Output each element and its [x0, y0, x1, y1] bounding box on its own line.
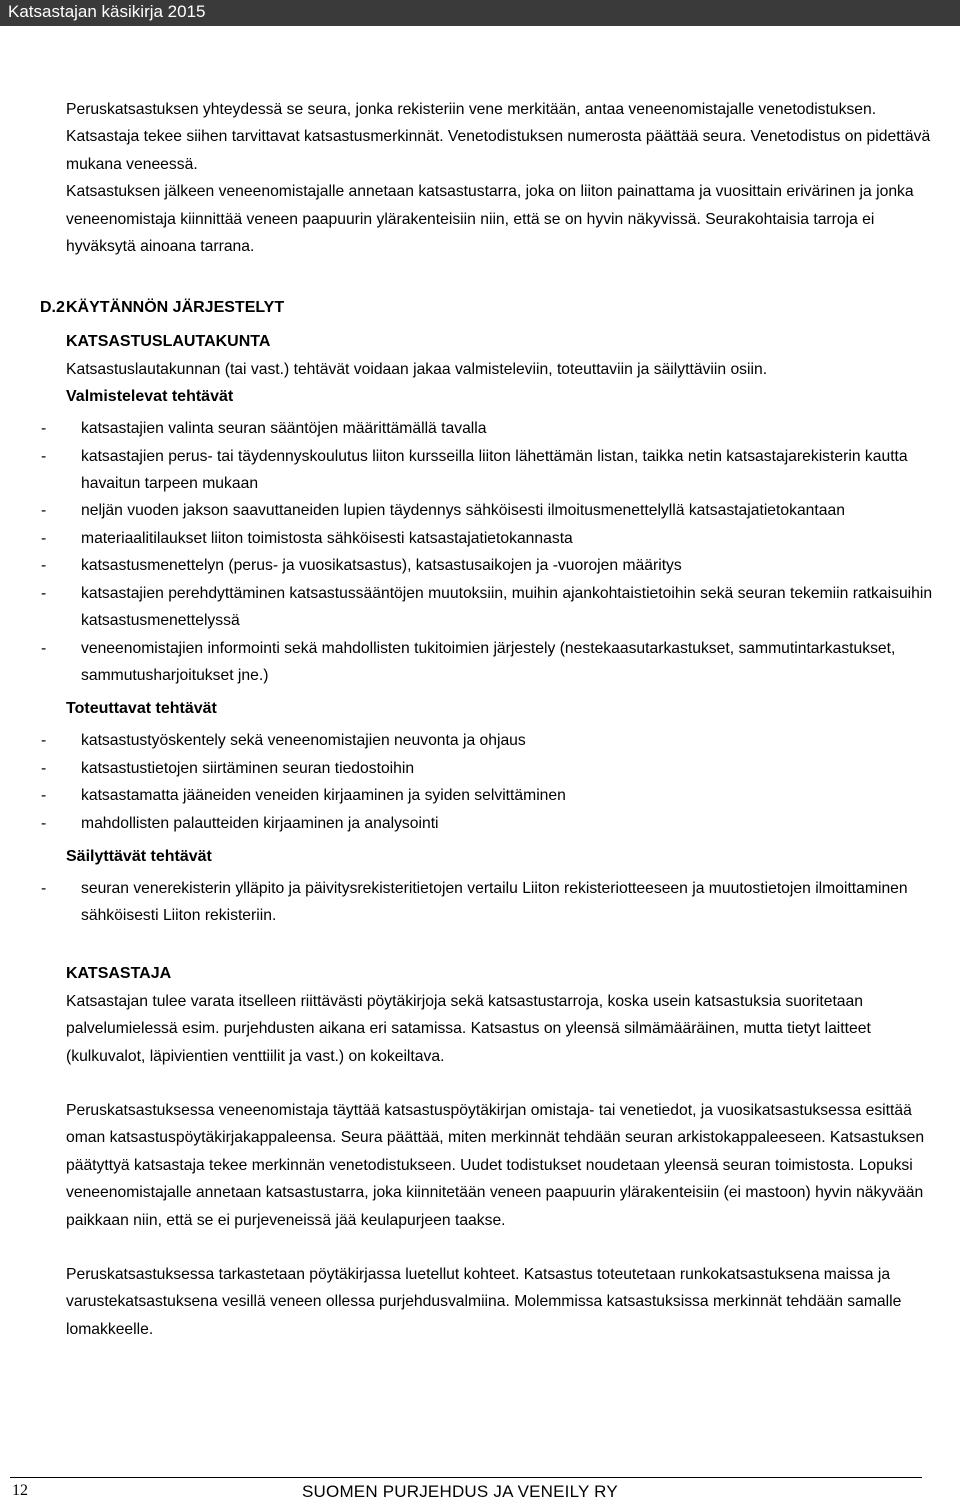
dash-bullet: -	[41, 420, 47, 438]
footer-divider	[10, 1477, 922, 1478]
list-item	[0, 443, 936, 498]
dash-bullet: -	[41, 502, 47, 520]
valmistelevat-list	[0, 415, 936, 689]
katsastaja-block	[66, 960, 936, 1343]
list-item	[0, 525, 936, 552]
sailyttavat-list	[0, 875, 936, 930]
katsastaja-paragraph-2: Peruskatsastuksessa veneenomistaja täyttää katsastuspöytäkirjan omistaja- tai venetiedot, ja vuosikatsastuksessa esittää oman katsastuspöytäkirjakappaleensa. Seura päättää, miten merkinnät tehdään seuran arkistokappaleeseen. Katsastuksen päätyttyä katsastaja tekee merkinnän venetodistukseen. Uudet todistukset noudetaan yleensä seuran toimistosta. Lopuksi veneenomistajalle annetaan katsastustarra, joka kiinnitetään veneen paapuurin ylärakenteisiin (ei mastoon) hyvin näkyvään paikkaan niin, että se ei purjeveneissä jää keulapurjeen taakse.	[66, 1101, 925, 1229]
list-item-text: materiaalitilaukset liiton toimistosta sähköisesti katsastajatietokannasta	[81, 529, 573, 547]
document-title: Katsastajan käsikirja 2015	[8, 2, 206, 21]
list-item-text: katsastajien valinta seuran sääntöjen määrittämällä tavalla	[81, 420, 487, 438]
list-item-text: mahdollisten palautteiden kirjaaminen ja analysointi	[81, 814, 439, 832]
footer-organization: SUOMEN PURJEHDUS JA VENEILY RY	[302, 1482, 618, 1501]
list-item-text: katsastajien perus- tai täydennyskoulutus liiton kursseilla liiton lähettämän listan, taikka netin katsastajarekisterin kautta havaitun tarpeen mukaan	[81, 447, 908, 493]
list-item	[0, 635, 936, 690]
dash-bullet: -	[41, 787, 47, 805]
list-item	[0, 755, 936, 782]
katsastuslautakunta-heading: KATSASTUSLAUTAKUNTA	[66, 332, 271, 350]
section-number: D.2	[40, 299, 65, 317]
section-heading	[0, 294, 936, 321]
dash-bullet: -	[41, 879, 47, 897]
list-item	[0, 875, 936, 930]
katsastuslautakunta-block	[41, 328, 936, 930]
list-item-text: veneenomistajien informointi sekä mahdollisten tukitoimien järjestely (nestekaasutarkastukset, sammutintarkastukset, sammutusharjoitukset jne.)	[81, 639, 896, 684]
sailyttavat-heading: Säilyttävät tehtävät	[66, 847, 212, 865]
dash-bullet: -	[41, 447, 47, 465]
list-item	[0, 810, 936, 837]
list-item-text: katsastajien perehdyttäminen katsastussääntöjen muutoksiin, muihin ajankohtaistietoihin sekä seuran tekemiin ratkaisuihin katsastusmenettelyssä	[81, 584, 933, 630]
list-item-text: katsastamatta jääneiden veneiden kirjaaminen ja syiden selvittäminen	[81, 787, 566, 805]
katsastaja-paragraph-1: Katsastajan tulee varata itselleen riittävästi pöytäkirjoja sekä katsastustarroja, koska usein katsastuksia suoritetaan palvelumielessä esim. purjehdusten aikana eri satamissa. Katsastus on yleensä silmämääräinen, mutta tietyt laitteet (kulkuvalot, läpivientien venttiilit ja vast.) on kokeiltava.	[66, 992, 871, 1065]
page-body	[40, 96, 936, 1343]
list-item	[0, 727, 936, 754]
list-item	[0, 782, 936, 809]
toteuttavat-heading: Toteuttavat tehtävät	[66, 700, 217, 718]
dash-bullet: -	[41, 584, 47, 602]
katsastaja-paragraph-3: Peruskatsastuksessa tarkastetaan pöytäkirjassa luetellut kohteet. Katsastus toteutetaan runkokatsastuksena maissa ja varustekatsastuksena vesillä veneen ollessa purjehdusvalmiina. Molemmissa katsastuksissa merkinnät tehdään samalle lomakkeelle.	[66, 1266, 902, 1338]
dash-bullet: -	[41, 759, 47, 777]
list-item-text: katsastustyöskentely sekä veneenomistajien neuvonta ja ohjaus	[81, 732, 526, 750]
dash-bullet: -	[41, 639, 47, 657]
list-item-text: katsastustietojen siirtäminen seuran tiedostoihin	[81, 759, 415, 777]
list-item	[0, 497, 936, 524]
dash-bullet: -	[41, 732, 47, 750]
running-header	[0, 0, 960, 26]
dash-bullet: -	[41, 557, 47, 575]
list-item	[0, 415, 936, 442]
valmistelevat-heading: Valmistelevat tehtävät	[66, 388, 234, 406]
katsastaja-heading: KATSASTAJA	[66, 964, 172, 982]
toteuttavat-list	[0, 727, 936, 837]
list-item-text: neljän vuoden jakson saavuttaneiden lupien täydennys sähköisesti ilmoitusmenettelyllä katsastajatietokantaan	[81, 502, 845, 520]
list-item	[0, 580, 936, 635]
section-title: KÄYTÄNNÖN JÄRJESTELYT	[66, 299, 285, 317]
list-item-text: seuran venerekisterin ylläpito ja päivitysrekisteritietojen vertailu Liiton rekisteriotteeseen ja muutostietojen ilmoittaminen sähköisesti Liiton rekisteriin.	[81, 879, 908, 925]
intro-paragraph-1: Peruskatsastuksen yhteydessä se seura, jonka rekisteriin vene merkitään, antaa veneenomistajalle venetodistuksen. Katsastaja tekee siihen tarvittavat katsastusmerkinnät. Venetodistuksen numerosta päättää seura. Venetodistus on pidettävä mukana veneessä.	[66, 101, 931, 173]
dash-bullet: -	[41, 814, 47, 832]
katsastuslautakunta-lead: Katsastuslautakunnan (tai vast.) tehtävät voidaan jakaa valmisteleviin, toteuttaviin ja säilyttäviin osiin.	[66, 360, 768, 378]
list-item-text: katsastusmenettelyn (perus- ja vuosikatsastus), katsastusaikojen ja -vuorojen määritys	[81, 557, 682, 575]
page-number: 12	[12, 1482, 28, 1499]
intro-paragraph-2: Katsastuksen jälkeen veneenomistajalle annetaan katsastustarra, joka on liiton painattama ja vuosittain erivärinen ja jonka veneenomistaja kiinnittää veneen paapuurin ylärakenteisiin niin, että se on hyvin näkyvissä. Seurakohtaisia tarroja ei hyväksytä ainoana tarrana.	[66, 183, 914, 256]
dash-bullet: -	[41, 529, 47, 547]
list-item	[0, 552, 936, 579]
